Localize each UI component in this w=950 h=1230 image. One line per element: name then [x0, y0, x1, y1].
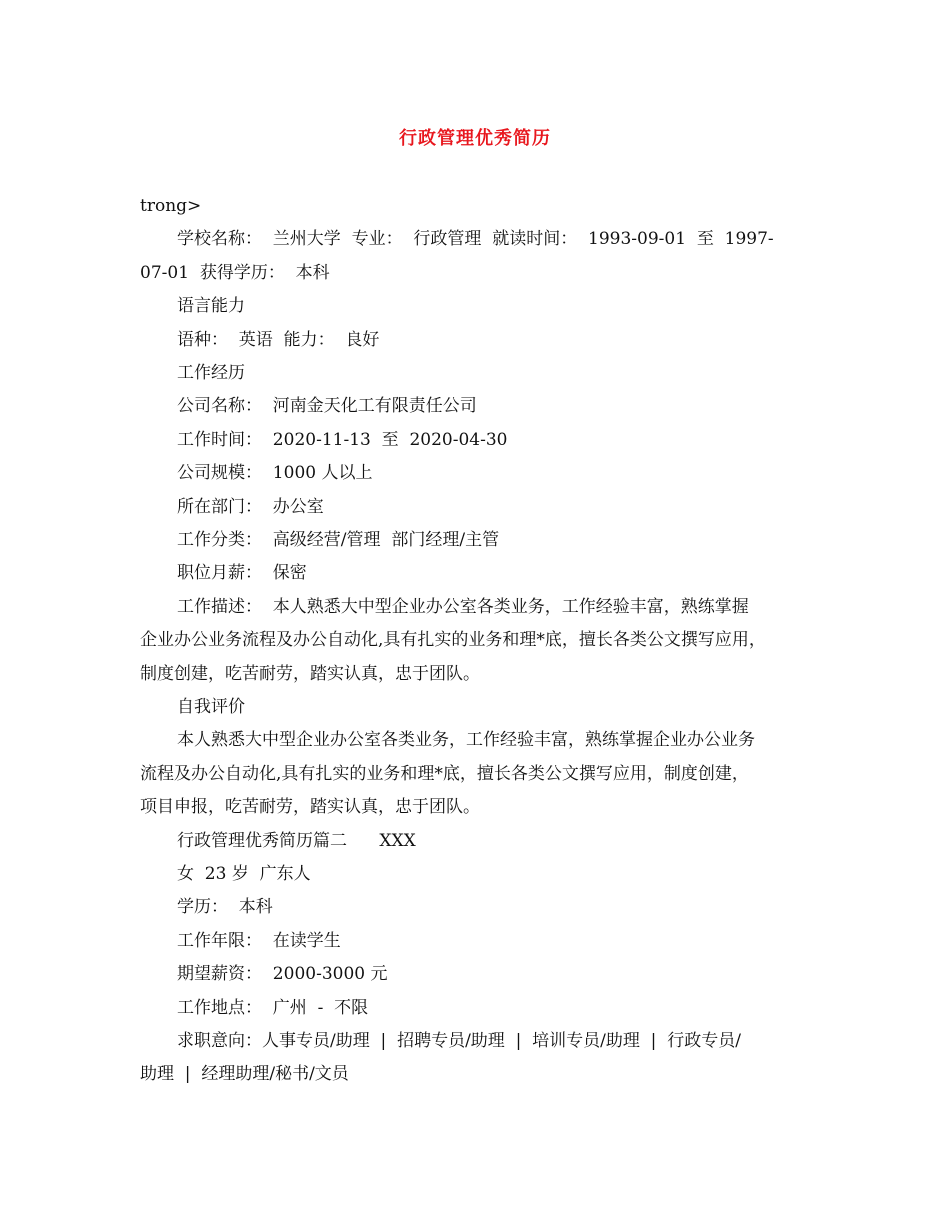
- body-line: 所在部门： 办公室: [177, 497, 324, 517]
- body-line: 流程及办公自动化,具有扎实的业务和理*底，擅长各类公文撰写应用，制度创建，: [140, 764, 749, 784]
- body-line: 项目申报，吃苦耐劳，踏实认真，忠于团队。: [140, 797, 480, 817]
- body-line: trong>: [140, 196, 202, 216]
- body-line: 助理 | 经理助理/秘书/文员: [140, 1064, 349, 1084]
- body-line: 07-01 获得学历： 本科: [140, 263, 330, 283]
- body-line: 工作地点： 广州 - 不限: [177, 998, 369, 1018]
- body-line: 工作经历: [177, 363, 245, 383]
- body-line: 制度创建，吃苦耐劳，踏实认真，忠于团队。: [140, 664, 480, 684]
- body-line: 自我评价: [177, 697, 245, 717]
- document-title: 行政管理优秀简历: [399, 128, 551, 149]
- body-line: 工作分类： 高级经营/管理 部门经理/主管: [177, 530, 500, 550]
- body-line: 公司规模： 1000 人以上: [177, 463, 373, 483]
- body-line: 学历： 本科: [177, 897, 273, 917]
- body-line: 本人熟悉大中型企业办公室各类业务，工作经验丰富，熟练掌握企业办公业务: [177, 730, 755, 750]
- body-line: 学校名称： 兰州大学 专业： 行政管理 就读时间： 1993-09-01 至 1997-: [177, 229, 774, 249]
- body-line: 求职意向：人事专员/助理 | 招聘专员/助理 | 培训专员/助理 | 行政专员/: [177, 1031, 741, 1051]
- body-line: 工作年限： 在读学生: [177, 931, 341, 951]
- body-line: 女 23 岁 广东人: [177, 864, 311, 884]
- body-line: 公司名称： 河南金天化工有限责任公司: [177, 396, 477, 416]
- body-line: 语种： 英语 能力： 良好: [177, 330, 380, 350]
- body-line: 语言能力: [177, 296, 245, 316]
- body-line: 职位月薪： 保密: [177, 563, 307, 583]
- body-line: 工作描述： 本人熟悉大中型企业办公室各类业务，工作经验丰富，熟练掌握: [177, 597, 749, 617]
- body-line: 工作时间： 2020-11-13 至 2020-04-30: [177, 430, 508, 450]
- body-line: 期望薪资： 2000-3000 元: [177, 964, 388, 984]
- body-line: 企业办公业务流程及办公自动化,具有扎实的业务和理*底，擅长各类公文撰写应用，: [140, 630, 766, 650]
- body-line: 行政管理优秀简历篇二 XXX: [177, 831, 416, 851]
